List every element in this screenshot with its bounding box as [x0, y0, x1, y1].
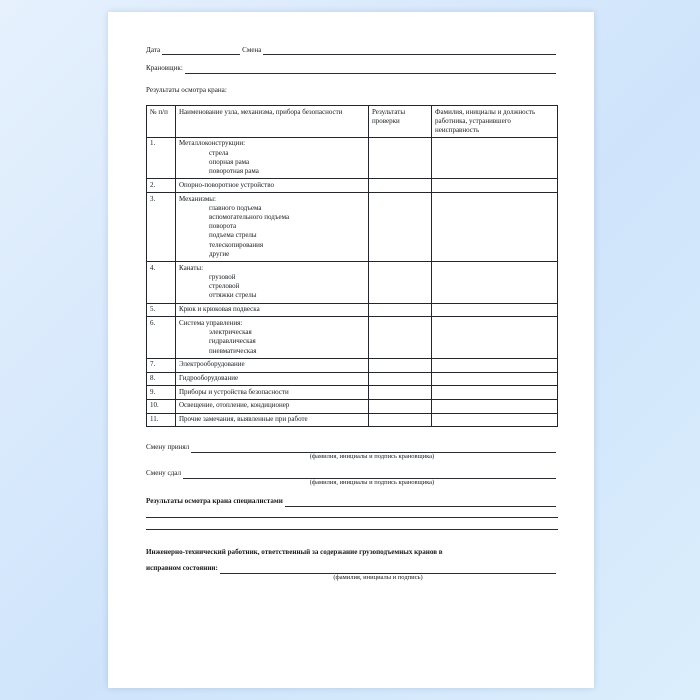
table-row — [147, 386, 558, 400]
shift-accepted-block — [146, 443, 558, 461]
row-number: 5. — [147, 303, 176, 317]
shift-accepted-row — [146, 443, 558, 452]
table-row — [147, 413, 558, 427]
row-check-result-cell[interactable] — [369, 317, 432, 358]
row-unit-name — [176, 262, 369, 303]
row-unit-subitem: электрическая — [209, 328, 252, 337]
row-person-cell[interactable] — [432, 303, 558, 317]
shift-accepted-caption: (фамилия, инициалы и подпись крановщика) — [309, 452, 435, 460]
engineer-row — [146, 564, 558, 573]
row-unit-title: Освещение, отопление, кондиционер — [179, 401, 290, 410]
row-unit-title: Электрооборудование — [179, 360, 245, 369]
row-check-result-cell[interactable] — [369, 193, 432, 262]
engineer-label: Инженерно-технический работник, ответственный за содержание грузоподъемных кранов в — [146, 548, 443, 557]
column-header-person: Фамилия, инициалы и должность работника, устранившего неисправность — [432, 106, 558, 138]
crane-operator-label: Крановщик: — [146, 64, 183, 73]
table-row — [147, 193, 558, 262]
crane-operator-row — [146, 64, 558, 73]
row-unit-subitem: грузовой — [209, 272, 236, 281]
document-content — [146, 46, 558, 582]
row-unit-subitem: вспомогательного подъема — [209, 213, 290, 221]
row-unit-name — [176, 413, 369, 427]
row-unit-subitem: поворотная рама — [209, 167, 259, 176]
row-unit-name — [176, 386, 369, 400]
row-person-cell[interactable] — [432, 399, 558, 413]
row-unit-title: Система управления: — [179, 318, 243, 327]
row-unit-title: Металлоконструкции: — [179, 139, 246, 148]
row-unit-subitem: гидравлическая — [209, 337, 256, 346]
table-body — [147, 137, 558, 427]
table-row — [147, 262, 558, 303]
row-person-cell[interactable] — [432, 262, 558, 303]
row-person-cell[interactable] — [432, 179, 558, 193]
inspection-table — [146, 105, 558, 427]
specialists-input-line-3[interactable] — [146, 523, 558, 530]
row-unit-subitem: опорная рама — [209, 157, 250, 166]
row-number: 2. — [147, 179, 176, 193]
row-unit-subitem: телескопирования — [209, 240, 264, 249]
column-header-result: Результаты проверки — [369, 106, 432, 138]
row-check-result-cell[interactable] — [369, 399, 432, 413]
row-number: 1. — [147, 137, 176, 178]
shift-handed-row — [146, 469, 558, 478]
row-check-result-cell[interactable] — [369, 358, 432, 372]
row-unit-title: Прочие замечания, выявленные при работе — [179, 415, 308, 424]
date-label: Дата — [146, 46, 161, 54]
column-header-unit: Наименование узла, механизма, прибора безопасности — [176, 106, 369, 138]
engineer-caption: (фамилия, инициалы и подпись) — [333, 573, 423, 581]
crane-operator-input-line[interactable] — [185, 68, 556, 74]
row-unit-name — [176, 358, 369, 372]
row-unit-subitem: подъема стрелы — [209, 231, 257, 240]
row-unit-name — [176, 317, 369, 358]
specialists-block — [146, 497, 558, 530]
row-unit-title: Гидрооборудование — [179, 374, 239, 383]
row-number: 8. — [147, 372, 176, 386]
row-unit-title: Канаты: — [179, 263, 204, 272]
engineer-block — [146, 548, 558, 582]
shift-handed-caption: (фамилия, инициалы и подпись крановщика) — [309, 478, 435, 486]
row-check-result-cell[interactable] — [369, 372, 432, 386]
row-unit-name — [176, 399, 369, 413]
row-unit-subitem: пневматическая — [209, 346, 257, 355]
date-input-line[interactable] — [162, 49, 240, 55]
shift-handed-input-line[interactable] — [183, 473, 556, 479]
row-unit-title: Опорно-поворотное устройство — [179, 180, 274, 189]
row-number: 7. — [147, 358, 176, 372]
row-number: 6. — [147, 317, 176, 358]
table-row — [147, 358, 558, 372]
row-unit-subitem: главного подъема — [209, 203, 262, 212]
row-unit-name — [176, 372, 369, 386]
row-number: 10. — [147, 399, 176, 413]
table-row — [147, 317, 558, 358]
row-unit-name — [176, 137, 369, 178]
date-shift-row — [146, 46, 558, 55]
row-unit-subitem: другие — [209, 249, 230, 258]
engineer-input-line[interactable] — [220, 568, 556, 574]
table-header-row — [147, 106, 558, 138]
row-person-cell[interactable] — [432, 317, 558, 358]
table-row — [147, 372, 558, 386]
row-unit-subitem: оттяжки стрелы — [209, 291, 257, 300]
row-check-result-cell[interactable] — [369, 413, 432, 427]
shift-handed-label: Смену сдал — [146, 469, 181, 478]
row-number: 11. — [147, 413, 176, 427]
row-number: 3. — [147, 193, 176, 262]
table-row — [147, 137, 558, 178]
shift-accepted-label: Смену принял — [146, 443, 190, 452]
row-unit-name — [176, 179, 369, 193]
row-unit-title: Механизмы: — [179, 194, 216, 203]
inspection-results-title: Результаты осмотра крана: — [146, 85, 227, 94]
specialists-row — [146, 497, 558, 506]
shift-label: Смена — [242, 46, 262, 54]
row-number: 4. — [147, 262, 176, 303]
row-person-cell[interactable] — [432, 372, 558, 386]
document-page — [108, 12, 594, 688]
table-row — [147, 179, 558, 193]
row-check-result-cell[interactable] — [369, 262, 432, 303]
row-unit-title: Приборы и устройства безопасности — [179, 387, 289, 396]
row-check-result-cell[interactable] — [369, 386, 432, 400]
specialists-input-line-1[interactable] — [285, 501, 556, 507]
engineer-label-2: исправном состоянии: — [146, 564, 218, 573]
table-row — [147, 399, 558, 413]
shift-input-line[interactable] — [263, 49, 556, 55]
row-person-cell[interactable] — [432, 193, 558, 262]
row-unit-subitem: поворота — [209, 222, 237, 231]
row-unit-name — [176, 303, 369, 317]
row-check-result-cell[interactable] — [369, 303, 432, 317]
row-unit-subitem: стреловой — [209, 282, 240, 291]
shift-handed-block — [146, 469, 558, 487]
specialists-label: Результаты осмотра крана специалистами — [146, 497, 283, 506]
row-person-cell[interactable] — [432, 137, 558, 178]
row-unit-subitem: стрела — [209, 148, 229, 157]
row-person-cell[interactable] — [432, 358, 558, 372]
table-row — [147, 303, 558, 317]
specialists-input-line-2[interactable] — [146, 512, 558, 519]
row-number: 9. — [147, 386, 176, 400]
row-unit-title: Крюк и крюковая подвеска — [179, 305, 260, 314]
row-person-cell[interactable] — [432, 386, 558, 400]
shift-accepted-input-line[interactable] — [191, 447, 556, 453]
row-unit-name — [176, 193, 369, 262]
column-header-number: № п/п — [147, 106, 176, 138]
row-person-cell[interactable] — [432, 413, 558, 427]
row-check-result-cell[interactable] — [369, 179, 432, 193]
row-check-result-cell[interactable] — [369, 137, 432, 178]
